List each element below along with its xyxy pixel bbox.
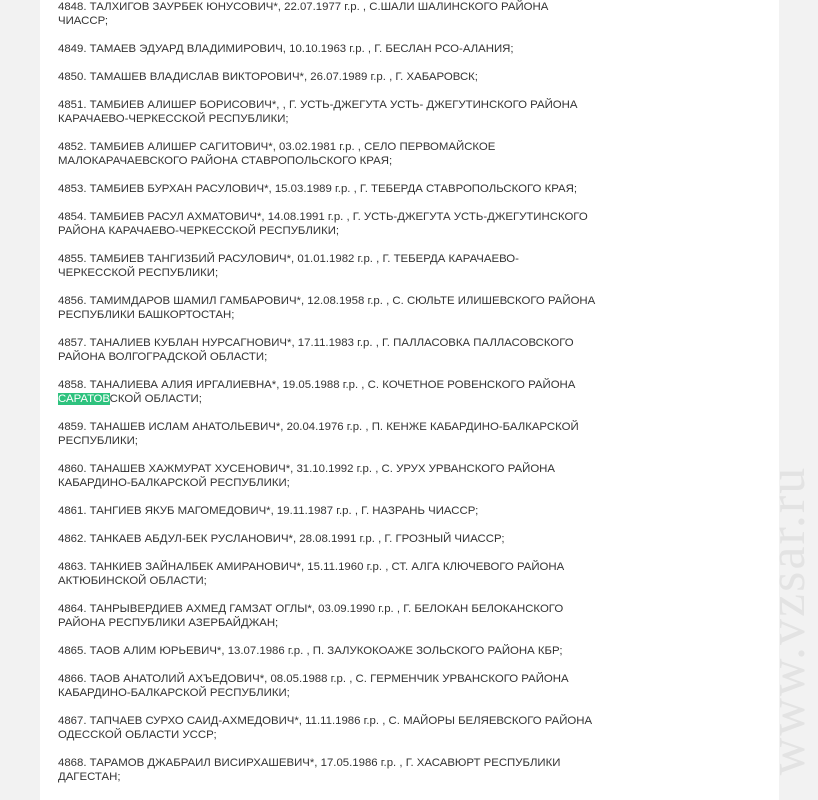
entry-line-1: 4854. ТАМБИЕВ РАСУЛ АХМАТОВИЧ*, 14.08.1991 г.р. , Г. УСТЬ-ДЖЕГУТА УСТЬ-ДЖЕГУТИНСКОГО: [58, 211, 588, 223]
list-item: [58, 532, 618, 546]
list-item: [58, 756, 618, 784]
entry-line-1: 4857. ТАНАЛИЕВ КУБЛАН НУРСАГНОВИЧ*, 17.11.1983 г.р. , Г. ПАЛЛАСОВКА ПАЛЛАСОВСКОГО: [58, 337, 574, 349]
entry-line-2: ЧИАССР;: [58, 15, 109, 27]
entry-line-2: [58, 392, 618, 406]
entry-line-1: 4860. ТАНАШЕВ ХАЖМУРАТ ХУСЕНОВИЧ*, 31.10.1992 г.р. , С. УРУХ УРВАНСКОГО РАЙОНА: [58, 463, 556, 475]
entry-line-2: РАЙОНА ВОЛГОГРАДСКОЙ ОБЛАСТИ;: [58, 351, 268, 363]
entry-line-1: 4861. ТАНГИЕВ ЯКУБ МАГОМЕДОВИЧ*, 19.11.1987 г.р. , Г. НАЗРАНЬ ЧИАССР;: [58, 505, 479, 517]
entry-line-2: ОДЕССКОЙ ОБЛАСТИ УССР;: [58, 729, 217, 741]
list-item: [58, 0, 618, 28]
list-item: [58, 210, 618, 238]
list-item: [58, 602, 618, 630]
list-item: [58, 378, 618, 406]
entry-line-1: 4862. ТАНКАЕВ АБДУЛ-БЕК РУСЛАНОВИЧ*, 28.08.1991 г.р. , Г. ГРОЗНЫЙ ЧИАССР;: [58, 533, 505, 545]
entry-line-2: ДАГЕСТАН;: [58, 771, 121, 783]
entry-line-1: 4856. ТАМИМДАРОВ ШАМИЛ ГАМБАРОВИЧ*, 12.08.1958 г.р. , С. СЮЛЬТЕ ИЛИШЕВСКОГО РАЙОНА: [58, 295, 596, 307]
watermark-text: www.vzsar.ru: [759, 465, 817, 775]
entry-line-2: МАЛОКАРАЧАЕВСКОГО РАЙОНА СТАВРОПОЛЬСКОГО КРАЯ;: [58, 155, 393, 167]
search-highlight: САРАТОВ: [58, 393, 110, 405]
entry-line-1: 4864. ТАНРЫВЕРДИЕВ АХМЕД ГАМЗАТ ОГЛЫ*, 03.09.1990 г.р. , Г. БЕЛОКАН БЕЛОКАНСКОГО: [58, 603, 564, 615]
entry-line-1: 4849. ТАМАЕВ ЭДУАРД ВЛАДИМИРОВИЧ, 10.10.1963 г.р. , Г. БЕСЛАН РСО-АЛАНИЯ;: [58, 43, 514, 55]
list-item: [58, 140, 618, 168]
entry-line-2: АКТЮБИНСКОЙ ОБЛАСТИ;: [58, 575, 207, 587]
list-item: [58, 420, 618, 448]
entry-line-2: КАБАРДИНО-БАЛКАРСКОЙ РЕСПУБЛИКИ;: [58, 477, 290, 489]
entry-line-1: 4852. ТАМБИЕВ АЛИШЕР САГИТОВИЧ*, 03.02.1981 г.р. , СЕЛО ПЕРВОМАЙСКОЕ: [58, 141, 496, 153]
site-watermark: [758, 455, 818, 785]
entry-line-1: 4848. ТАЛХИГОВ ЗАУРБЕК ЮНУСОВИЧ*, 22.07.1977 г.р. , С.ШАЛИ ШАЛИНСКОГО РАЙОНА: [58, 1, 549, 13]
list-item: [58, 714, 618, 742]
list-item: [58, 336, 618, 364]
list-item: [58, 672, 618, 700]
entry-line-1: 4863. ТАНКИЕВ ЗАЙНАЛБЕК АМИРАНОВИЧ*, 15.11.1960 г.р. , СТ. АЛГА КЛЮЧЕВОГО РАЙОНА: [58, 561, 565, 573]
list-item: [58, 98, 618, 126]
entry-line-1: 4866. ТАОВ АНАТОЛИЙ АХЪЕДОВИЧ*, 08.05.1988 г.р. , С. ГЕРМЕНЧИК УРВАНСКОГО РАЙОНА: [58, 673, 569, 685]
entry-line-2: РАЙОНА КАРАЧАЕВО-ЧЕРКЕССКОЙ РЕСПУБЛИКИ;: [58, 225, 340, 237]
list-item: [58, 42, 618, 56]
entry-line-2: РАЙОНА РЕСПУБЛИКИ АЗЕРБАЙДЖАН;: [58, 617, 279, 629]
list-item: [58, 182, 618, 196]
entry-line-2: ЧЕРКЕССКОЙ РЕСПУБЛИКИ;: [58, 267, 219, 279]
entry-line-1: 4867. ТАПЧАЕВ СУРХО САИД-АХМЕДОВИЧ*, 11.11.1986 г.р. , С. МАЙОРЫ БЕЛЯЕВСКОГО РАЙОНА: [58, 715, 593, 727]
entry-line-1: 4868. ТАРАМОВ ДЖАБРАИЛ ВИСИРХАШЕВИЧ*, 17.05.1986 г.р. , Г. ХАСАВЮРТ РЕСПУБЛИКИ: [58, 757, 561, 769]
entry-line-2: КАРАЧАЕВО-ЧЕРКЕССКОЙ РЕСПУБЛИКИ;: [58, 113, 289, 125]
entry-line-2-rest: СКОЙ ОБЛАСТИ;: [109, 393, 202, 405]
list-item: [58, 462, 618, 490]
entry-line-1: 4855. ТАМБИЕВ ТАНГИЗБИЙ РАСУЛОВИЧ*, 01.01.1982 г.р. , Г. ТЕБЕРДА КАРАЧАЕВО-: [58, 253, 519, 265]
entry-line-1: 4850. ТАМАШЕВ ВЛАДИСЛАВ ВИКТОРОВИЧ*, 26.07.1989 г.р. , Г. ХАБАРОВСК;: [58, 71, 478, 83]
entry-line-2: РЕСПУБЛИКИ БАШКОРТОСТАН;: [58, 309, 235, 321]
entry-line-1: 4853. ТАМБИЕВ БУРХАН РАСУЛОВИЧ*, 15.03.1989 г.р. , Г. ТЕБЕРДА СТАВРОПОЛЬСКОГО КРАЯ;: [58, 183, 578, 195]
entry-line-1: 4859. ТАНАШЕВ ИСЛАМ АНАТОЛЬЕВИЧ*, 20.04.1976 г.р. , П. КЕНЖЕ КАБАРДИНО-БАЛКАРСКОЙ: [58, 421, 579, 433]
list-item: [58, 294, 618, 322]
entry-line-1: 4851. ТАМБИЕВ АЛИШЕР БОРИСОВИЧ*, , Г. УСТЬ-ДЖЕГУТА УСТЬ- ДЖЕГУТИНСКОГО РАЙОНА: [58, 99, 578, 111]
list-item: [58, 252, 618, 280]
list-item: [58, 70, 618, 84]
entry-line-2: КАБАРДИНО-БАЛКАРСКОЙ РЕСПУБЛИКИ;: [58, 687, 290, 699]
list-item: [58, 644, 618, 658]
entry-line-1: 4858. ТАНАЛИЕВА АЛИЯ ИРГАЛИЕВНА*, 19.05.1988 г.р. , С. КОЧЕТНОЕ РОВЕНСКОГО РАЙОНА: [58, 379, 576, 391]
document-page: [40, 0, 817, 800]
entry-line-1: 4865. ТАОВ АЛИМ ЮРЬЕВИЧ*, 13.07.1986 г.р. , П. ЗАЛУКОКОАЖЕ ЗОЛЬСКОГО РАЙОНА КБР;: [58, 645, 563, 657]
entry-line-2: РЕСПУБЛИКИ;: [58, 435, 138, 447]
list-item: [58, 560, 618, 588]
list-item: [58, 504, 618, 518]
